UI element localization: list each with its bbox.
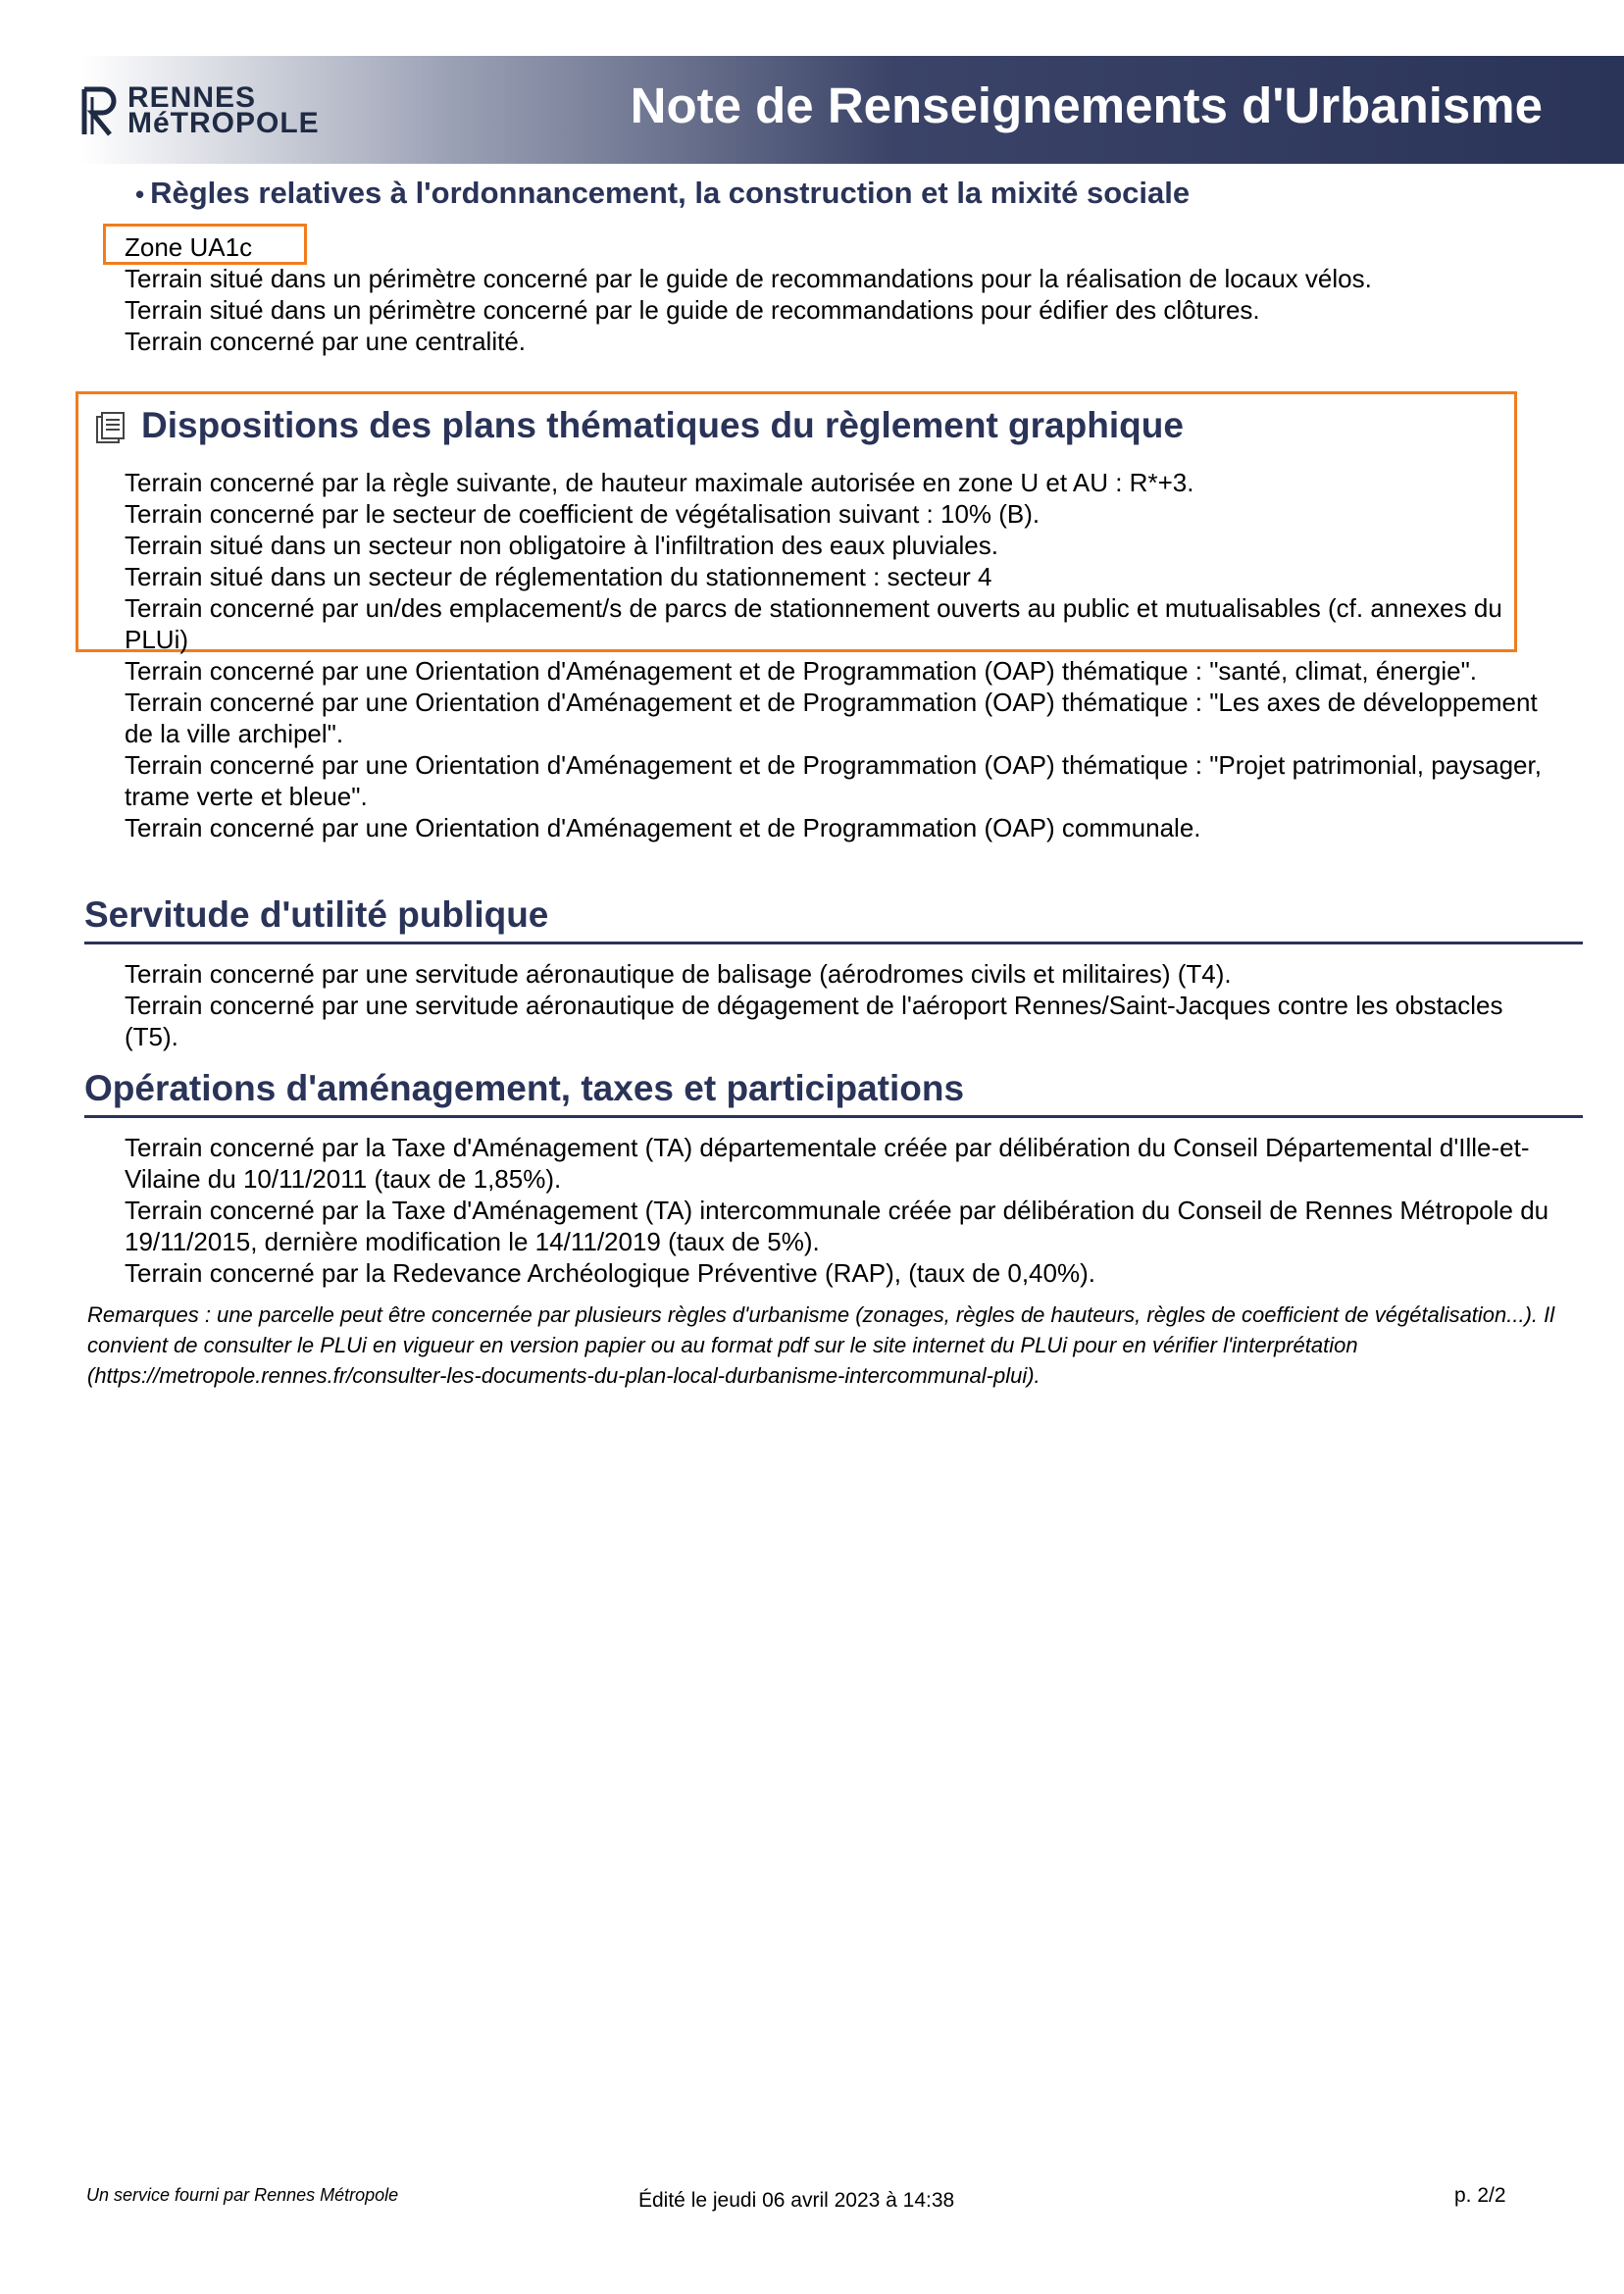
list-item: Terrain concerné par une servitude aéronautique de dégagement de l'aéroport Rennes/Saint-Jacques contre les obstacles (T5). [125,991,1503,1051]
ordonnancement-lines [125,231,1556,357]
list-item: Terrain concerné par la Taxe d'Aménagement (TA) départementale créée par délibération du Conseil Départemental d'Ille-et-Vilaine du 10/11/2011 (taux de 1,85%). [125,1133,1530,1194]
document-title: Note de Renseignements d'Urbanisme [630,77,1543,133]
list-item: Terrain concerné par la règle suivante, de hauteur maximale autorisée en zone U et AU : R*+3. [125,468,1194,497]
list-item: Terrain concerné par une servitude aéronautique de balisage (aérodromes civils et militaires) (T4). [125,959,1232,989]
list-item: Terrain concerné par une Orientation d'Aménagement et de Programmation (OAP) thématique : "santé, climat, énergie". [125,656,1478,686]
list-item: Terrain concerné par une Orientation d'Aménagement et de Programmation (OAP) thématique : "Projet patrimonial, paysager, trame verte et bleue". [125,750,1542,811]
dispositions-heading [94,405,1593,452]
list-item: Terrain situé dans un secteur de réglementation du stationnement : secteur 4 [125,562,992,591]
footer-edition-date: Édité le jeudi 06 avril 2023 à 14:38 [638,2189,955,2212]
document-stack-icon [94,410,127,445]
logo-r-mark-icon [80,83,120,138]
footer-service: Un service fourni par Rennes Métropole [86,2185,399,2205]
logo-line1: RENNES [127,81,257,114]
dispositions-lines [125,467,1556,843]
list-item: Terrain concerné par une Orientation d'Aménagement et de Programmation (OAP) communale. [125,813,1201,842]
servitude-heading: Servitude d'utilité publique [84,894,1583,944]
list-item: Terrain situé dans un secteur non obligatoire à l'infiltration des eaux pluviales. [125,531,998,560]
ordonnancement-heading [135,176,1190,211]
zone-label: Zone UA1c [125,232,253,262]
list-item: Terrain concerné par une centralité. [125,327,527,356]
rennes-metropole-logo [80,81,320,140]
list-item: Terrain situé dans un périmètre concerné par le guide de recommandations pour édifier des clôtures. [125,295,1260,325]
servitude-lines [125,958,1556,1052]
list-item: Terrain concerné par la Taxe d'Aménagement (TA) intercommunale créée par délibération du Conseil de Rennes Métropole du 19/11/2015, dernière modification le 14/11/2019 (taux de 5%). [125,1196,1549,1256]
page-number: p. 2/2 [1454,2184,1506,2207]
dispositions-heading-text: Dispositions des plans thématiques du règlement graphique [141,405,1184,445]
list-item: Terrain situé dans un périmètre concerné par le guide de recommandations pour la réalisation de locaux vélos. [125,264,1372,293]
logo-line2: MéTROPOLE [127,107,320,139]
list-item: Terrain concerné par le secteur de coefficient de végétalisation suivant : 10% (B). [125,499,1040,529]
logo-text [127,81,320,139]
list-item: Terrain concerné par une Orientation d'Aménagement et de Programmation (OAP) thématique : "Les axes de développement de la ville archipel". [125,688,1538,748]
list-item: Terrain concerné par la Redevance Archéologique Préventive (RAP), (taux de 0,40%). [125,1258,1095,1288]
list-item: Terrain concerné par un/des emplacement/s de parcs de stationnement ouverts au public et mutualisables (cf. annexes du PLUi) [125,593,1502,654]
bullet-icon: • [135,179,145,209]
remarks-note: Remarques : une parcelle peut être concernée par plusieurs règles d'urbanisme (zonages, règles de hauteurs, règles de coefficient de végétalisation...). Il convient de consulter le PLUi en vigueur en version papier ou au format pdf sur le site internet du PLUi pour en vérifier l'interprétation (https://metropole.rennes.fr/consulter-les-documents-du-plan-local-durbanisme-intercommunal-plui). [87,1302,1555,1388]
ordonnancement-heading-text: Règles relatives à l'ordonnancement, la construction et la mixité sociale [150,176,1191,210]
operations-lines [125,1132,1556,1289]
operations-heading: Opérations d'aménagement, taxes et participations [84,1068,1583,1118]
